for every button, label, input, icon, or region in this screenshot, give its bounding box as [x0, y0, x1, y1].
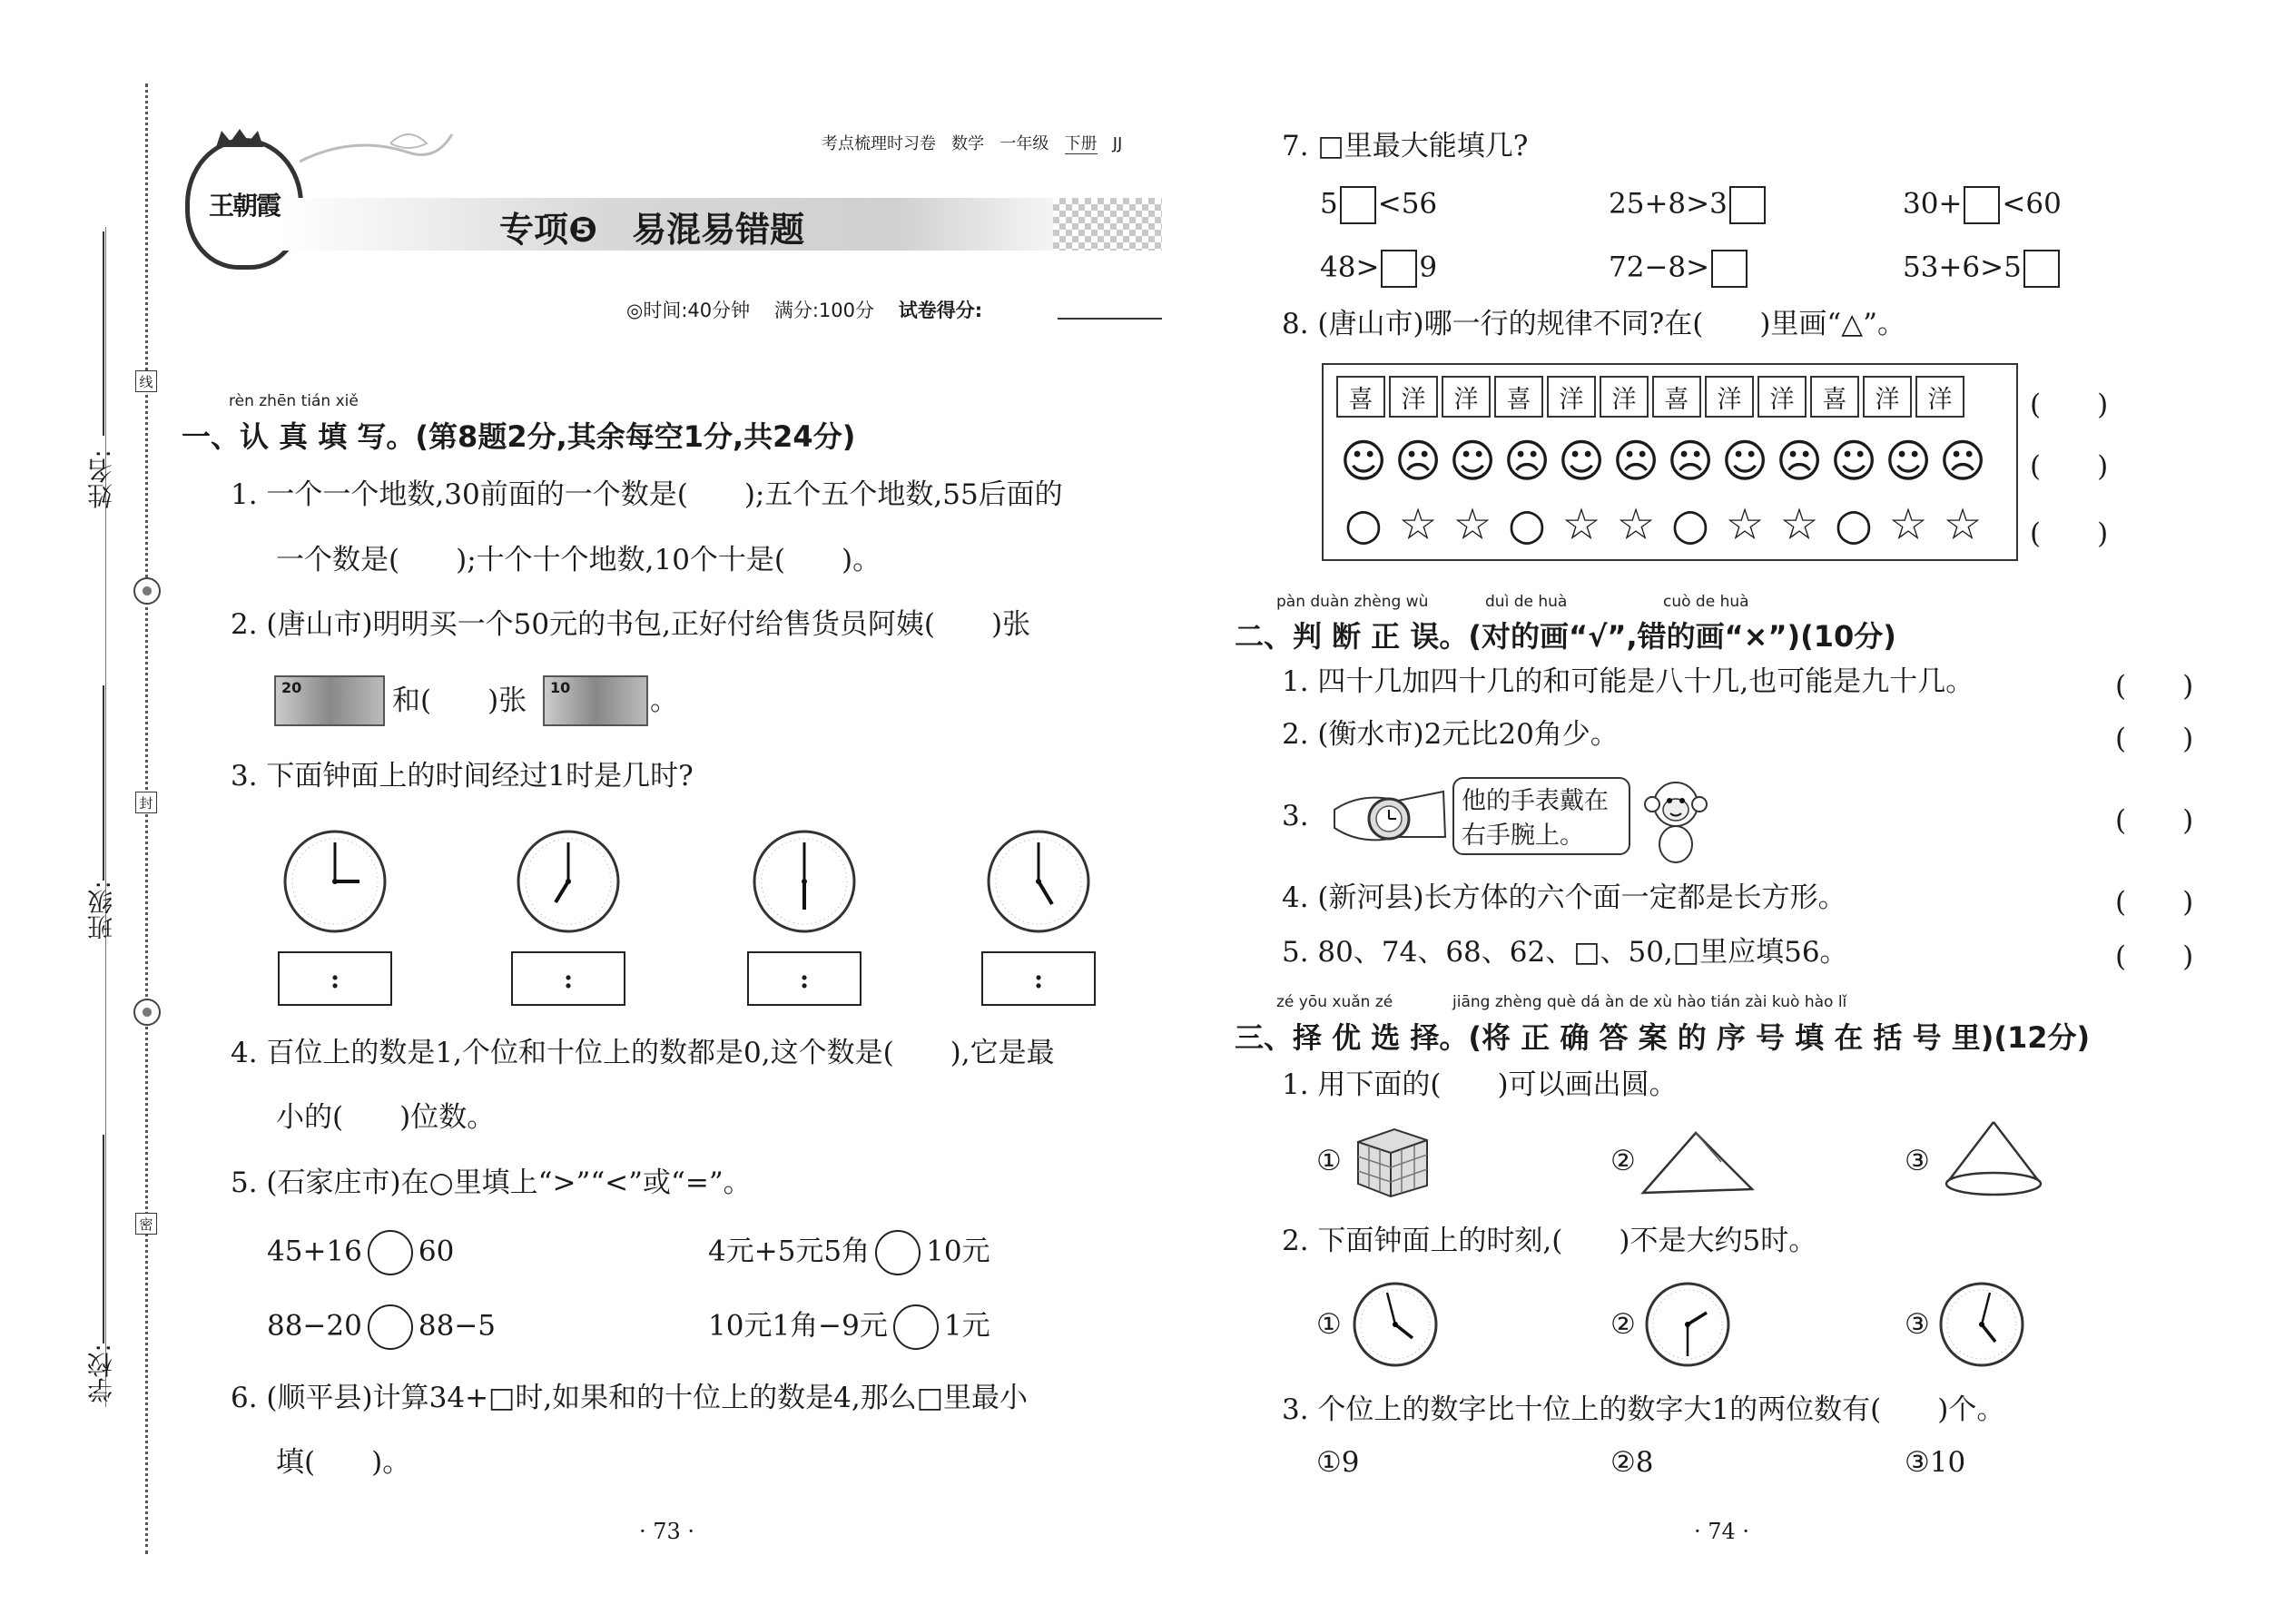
- s3-q2: 2. 下面钟面上的时刻,( )不是大约5时。: [1282, 1225, 1817, 1257]
- s1-q2-end: 。: [650, 684, 678, 717]
- s3-q3-opt3: ③10: [1905, 1446, 1966, 1479]
- logo-text: 王朝霞: [208, 190, 280, 221]
- s1-q7-f: 53+6>5: [1903, 250, 2062, 288]
- answer-paren[interactable]: ( ): [2115, 804, 2194, 837]
- binding-solid-line: [105, 227, 106, 1407]
- time-answer-box[interactable]: :: [747, 951, 861, 1006]
- grade: 一年级: [999, 134, 1049, 153]
- class-label: 班级:: [86, 881, 116, 940]
- answer-box[interactable]: [1340, 186, 1376, 224]
- binding-dotted-line: [145, 84, 148, 1554]
- class-field[interactable]: [103, 685, 104, 881]
- face-icon: ☹: [1775, 435, 1824, 487]
- s1-q7: 7. □里最大能填几?: [1282, 130, 1529, 162]
- compare-circle[interactable]: [875, 1230, 921, 1275]
- shape-icon: ○: [1344, 499, 1383, 550]
- s3-q1-opt2: ②: [1610, 1145, 1636, 1177]
- face-icon: ☺: [1339, 435, 1388, 487]
- s1-q7-e: 72−8>: [1609, 250, 1749, 288]
- s1-q7-d: 48> 9: [1320, 250, 1437, 288]
- pattern-char-cell: 洋: [1389, 376, 1438, 418]
- score-input[interactable]: [1058, 318, 1162, 320]
- header-ribbon-icon: [300, 125, 454, 180]
- s2-q1: 1. 四十几加四十几的和可能是八十几,也可能是九十几。: [1282, 665, 1974, 698]
- face-icon: ☹: [1938, 435, 1987, 487]
- pattern-row-chars: [1336, 376, 1968, 418]
- face-icon: ☺: [1720, 435, 1769, 487]
- shape-icon: ○: [1835, 499, 1873, 550]
- answer-paren[interactable]: ( ): [2115, 723, 2194, 755]
- answer-box[interactable]: [1729, 186, 1766, 224]
- section2-title: 二、判 断 正 误。(对的画“√”,错的画“×”)(10分): [1235, 619, 1896, 654]
- face-icon: ☺: [1829, 435, 1878, 487]
- s3-q2-opt3: ③: [1905, 1308, 1930, 1341]
- binding-emblem-icon: [133, 577, 161, 605]
- bubble-line2: 右手腕上。: [1462, 822, 1584, 850]
- s1-q4-line2: 小的( )位数。: [276, 1101, 496, 1134]
- header-meta: [822, 131, 1122, 154]
- clock-icon: [751, 828, 858, 935]
- pattern-char-cell: 洋: [1705, 376, 1754, 418]
- volume: 下册: [1064, 134, 1098, 153]
- shape-icon: ☆: [1616, 499, 1656, 550]
- compare-circle[interactable]: [368, 1304, 413, 1350]
- face-icon: ☹: [1393, 435, 1442, 487]
- shape-icon: ☆: [1561, 499, 1601, 550]
- clock-icon: [1643, 1280, 1732, 1369]
- s3-q2-opt2: ②: [1610, 1308, 1636, 1341]
- s3-q1: 1. 用下面的( )可以画出圆。: [1282, 1068, 1678, 1101]
- pattern-char-cell: 喜: [1810, 376, 1859, 418]
- exam-info: [626, 296, 982, 323]
- s3-q3-opt1: ①9: [1316, 1446, 1360, 1479]
- s1-q4-line1: 4. 百位上的数是1,个位和十位上的数都是0,这个数是( ),它是最: [231, 1037, 1055, 1069]
- name-label: 姓名:: [86, 449, 116, 509]
- pattern-char-cell: 洋: [1442, 376, 1491, 418]
- page-title: 专项❺ 易混易错题: [499, 210, 805, 250]
- shape-icon: ○: [1508, 499, 1546, 550]
- score-label: 试卷得分:: [898, 300, 983, 321]
- s1-q5: 5. (石家庄市)在○里填上“>”“<”或“=”。: [231, 1166, 752, 1199]
- banknote-20-value: 20: [281, 679, 302, 696]
- pattern-char-cell: 洋: [1547, 376, 1596, 418]
- binding-emblem-icon: [133, 999, 161, 1026]
- pattern-char-cell: 喜: [1652, 376, 1701, 418]
- cone-icon: [1939, 1118, 2048, 1200]
- section2-pinyin-1: pàn duàn zhèng wù: [1276, 593, 1429, 611]
- subject: 数学: [951, 134, 985, 153]
- s1-q3: 3. 下面钟面上的时间经过1时是几时?: [231, 760, 694, 792]
- answer-paren[interactable]: ( ): [2115, 886, 2194, 919]
- face-icon: ☺: [1557, 435, 1606, 487]
- s3-q1-opt1: ①: [1316, 1145, 1342, 1177]
- pattern-char-cell: 洋: [1757, 376, 1807, 418]
- clock-icon: [1351, 1280, 1440, 1369]
- section3-pinyin-2: jiāng zhèng què dá àn de xù hào tián zài kuò hào lǐ: [1452, 993, 1847, 1011]
- pattern-row-faces: [1336, 436, 1990, 487]
- s3-q2-opt1: ①: [1316, 1308, 1342, 1341]
- answer-paren[interactable]: ( ): [2030, 517, 2109, 550]
- section3-title: 三、择 优 选 择。(将 正 确 答 案 的 序 号 填 在 括 号 里)(12分): [1235, 1020, 2091, 1055]
- s1-q5-d: 10元1角−9元 1元: [708, 1304, 990, 1350]
- s1-q8: 8. (唐山市)哪一行的规律不同?在( )里画“△”。: [1282, 308, 1905, 340]
- s3-q1-opt3: ③: [1905, 1145, 1930, 1177]
- seal-mark-xian: 线: [135, 370, 157, 392]
- answer-box[interactable]: [1381, 250, 1417, 288]
- pattern-char-cell: 洋: [1915, 376, 1964, 418]
- s1-q6-line2: 填( )。: [276, 1446, 411, 1479]
- s1-q1-line2: 一个数是( );十个十个地数,10个十是( )。: [276, 544, 881, 576]
- answer-paren[interactable]: ( ): [2030, 389, 2109, 421]
- logo-crown-icon: [214, 127, 265, 149]
- compare-circle[interactable]: [368, 1230, 413, 1275]
- time-answer-box[interactable]: :: [511, 951, 625, 1006]
- answer-box[interactable]: [1711, 250, 1748, 288]
- edition: JJ: [1112, 134, 1123, 153]
- s1-q5-a: 45+16 60: [267, 1230, 454, 1275]
- school-label: 学校:: [86, 1343, 116, 1403]
- title-banner-pattern: [1053, 198, 1162, 251]
- school-field[interactable]: [103, 1135, 104, 1343]
- answer-paren[interactable]: ( ): [2115, 940, 2194, 973]
- face-icon: ☺: [1884, 435, 1933, 487]
- cube-icon: [1349, 1124, 1433, 1198]
- face-icon: ☹: [1502, 435, 1551, 487]
- time-answer-box[interactable]: :: [278, 951, 392, 1006]
- face-icon: ☺: [1448, 435, 1497, 487]
- triangular-prism-icon: [1639, 1126, 1757, 1198]
- shape-icon: ☆: [1452, 499, 1492, 550]
- shape-icon: ☆: [1725, 499, 1765, 550]
- shape-icon: ○: [1671, 499, 1709, 550]
- pattern-char-cell: 洋: [1863, 376, 1912, 418]
- page-number-right: · 74 ·: [1694, 1519, 1750, 1544]
- seal-mark-mi: 密: [135, 1213, 157, 1235]
- s3-q3-opt2: ②8: [1610, 1446, 1654, 1479]
- s1-q1-line1: 1. 一个一个地数,30前面的一个数是( );五个五个地数,55后面的: [231, 478, 1063, 511]
- wristwatch-hand-icon: [1325, 773, 1451, 861]
- time-limit: ◎时间:40分钟: [626, 300, 751, 321]
- pattern-row-shapes: [1336, 499, 1990, 550]
- clock-icon: [281, 828, 389, 935]
- s1-q5-b: 4元+5元5角 10元: [708, 1230, 990, 1275]
- s1-q7-b: 25+8>3: [1609, 186, 1767, 224]
- s1-q2-and: 和( )张: [392, 684, 527, 717]
- answer-box[interactable]: [2023, 250, 2060, 288]
- section1-title: 一、认 真 填 写。(第8题2分,其余每空1分,共24分): [182, 419, 856, 454]
- s1-q7-a: 5 <56: [1320, 186, 1437, 224]
- s1-q2-line1: 2. (唐山市)明明买一个50元的书包,正好付给售货员阿姨( )张: [231, 608, 1031, 641]
- clock-icon: [985, 828, 1092, 935]
- answer-paren[interactable]: ( ): [2115, 670, 2194, 703]
- seal-mark-feng: 封: [135, 792, 157, 813]
- shape-icon: ☆: [1779, 499, 1819, 550]
- page-number-left: · 73 ·: [639, 1519, 695, 1544]
- monkey-icon: [1639, 777, 1712, 864]
- pattern-char-cell: 洋: [1600, 376, 1649, 418]
- face-icon: ☹: [1611, 435, 1660, 487]
- pattern-char-cell: 喜: [1494, 376, 1543, 418]
- pattern-char-cell: 喜: [1336, 376, 1385, 418]
- series-name: 考点梳理时习卷: [822, 134, 936, 153]
- s2-q4: 4. (新河县)长方体的六个面一定都是长方形。: [1282, 881, 1846, 914]
- banknote-10-icon: [543, 675, 648, 726]
- compare-circle[interactable]: [893, 1304, 939, 1350]
- section2-pinyin-2: duì de huà: [1485, 593, 1568, 611]
- bubble-line1: 他的手表戴在: [1462, 787, 1609, 815]
- s3-q3: 3. 个位上的数字比十位上的数字大1的两位数有( )个。: [1282, 1393, 2005, 1426]
- s2-q3-number: 3.: [1282, 800, 1309, 832]
- clock-icon: [1937, 1280, 2026, 1369]
- speech-bubble: [1452, 777, 1630, 855]
- section1-pinyin: rèn zhēn tián xiě: [229, 392, 359, 410]
- name-field[interactable]: [103, 231, 104, 436]
- section2-pinyin-3: cuò de huà: [1663, 593, 1749, 611]
- answer-box[interactable]: [1964, 186, 2000, 224]
- shape-icon: ☆: [1888, 499, 1928, 550]
- clock-icon: [515, 828, 622, 935]
- banknote-20-icon: [274, 675, 385, 726]
- time-answer-box[interactable]: :: [981, 951, 1096, 1006]
- banknote-10-value: 10: [550, 679, 571, 696]
- s1-q7-c: 30+ <60: [1903, 186, 2062, 224]
- full-score: 满分:100分: [773, 300, 874, 321]
- face-icon: ☹: [1666, 435, 1715, 487]
- section3-pinyin-1: zé yōu xuǎn zé: [1276, 993, 1393, 1011]
- s2-q5: 5. 80、74、68、62、□、50,□里应填56。: [1282, 936, 1848, 969]
- s2-q2: 2. (衡水市)2元比20角少。: [1282, 718, 1619, 751]
- s1-q5-c: 88−20 88−5: [267, 1304, 496, 1350]
- s1-q6-line1: 6. (顺平县)计算34+□时,如果和的十位上的数是4,那么□里最小: [231, 1382, 1029, 1414]
- answer-paren[interactable]: ( ): [2030, 450, 2109, 483]
- shape-icon: ☆: [1943, 499, 1983, 550]
- shape-icon: ☆: [1398, 499, 1438, 550]
